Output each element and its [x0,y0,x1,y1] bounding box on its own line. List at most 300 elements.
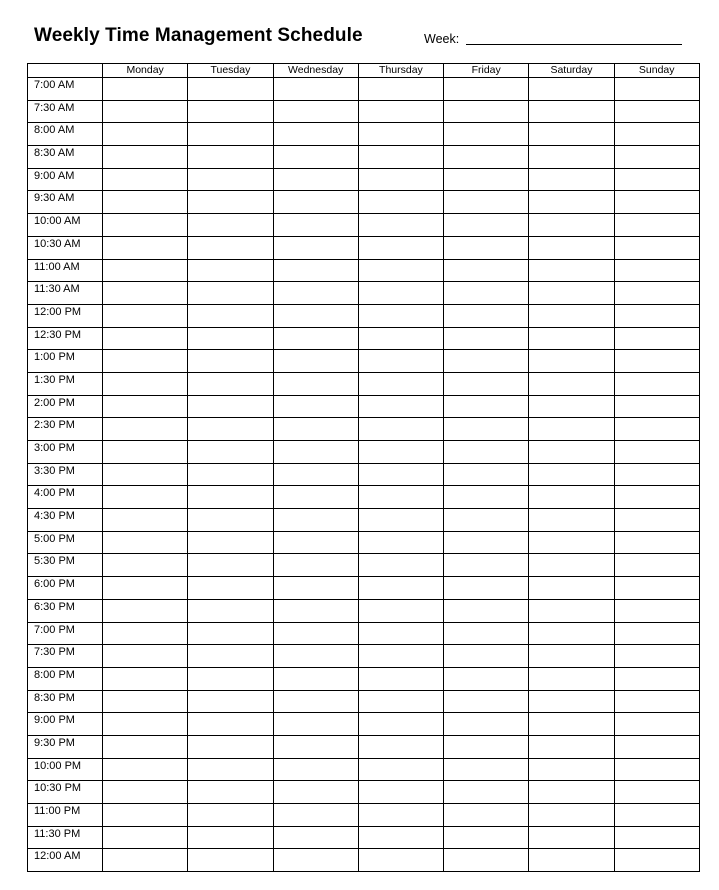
schedule-cell-friday[interactable] [444,327,529,350]
schedule-cell-tuesday[interactable] [188,667,273,690]
schedule-cell-wednesday[interactable] [273,146,358,169]
schedule-cell-friday[interactable] [444,214,529,237]
schedule-cell-thursday[interactable] [358,735,443,758]
schedule-cell-tuesday[interactable] [188,713,273,736]
schedule-cell-friday[interactable] [444,486,529,509]
schedule-cell-friday[interactable] [444,758,529,781]
schedule-cell-sunday[interactable] [614,214,699,237]
schedule-cell-wednesday[interactable] [273,735,358,758]
schedule-cell-saturday[interactable] [529,713,614,736]
schedule-cell-friday[interactable] [444,418,529,441]
time-label: 5:00 PM [28,531,103,554]
schedule-cell-friday[interactable] [444,554,529,577]
schedule-cell-sunday[interactable] [614,531,699,554]
time-row [28,146,700,169]
schedule-cell-wednesday[interactable] [273,100,358,123]
schedule-cell-wednesday[interactable] [273,259,358,282]
schedule-cell-saturday[interactable] [529,123,614,146]
schedule-cell-sunday[interactable] [614,781,699,804]
schedule-cell-tuesday[interactable] [188,236,273,259]
schedule-cell-friday[interactable] [444,123,529,146]
schedule-cell-wednesday[interactable] [273,463,358,486]
schedule-cell-saturday[interactable] [529,168,614,191]
schedule-cell-tuesday[interactable] [188,690,273,713]
time-label: 10:30 PM [28,781,103,804]
schedule-cell-thursday[interactable] [358,509,443,532]
schedule-cell-thursday[interactable] [358,599,443,622]
schedule-cell-monday[interactable] [103,577,188,600]
schedule-cell-saturday[interactable] [529,826,614,849]
schedule-cell-monday[interactable] [103,486,188,509]
corner-cell [28,64,103,78]
schedule-cell-wednesday[interactable] [273,781,358,804]
schedule-cell-sunday[interactable] [614,577,699,600]
schedule-cell-saturday[interactable] [529,100,614,123]
schedule-cell-tuesday[interactable] [188,486,273,509]
time-label: 8:00 PM [28,667,103,690]
schedule-cell-tuesday[interactable] [188,146,273,169]
schedule-cell-sunday[interactable] [614,599,699,622]
schedule-cell-monday[interactable] [103,372,188,395]
schedule-cell-monday[interactable] [103,531,188,554]
schedule-cell-friday[interactable] [444,191,529,214]
schedule-cell-monday[interactable] [103,645,188,668]
schedule-cell-sunday[interactable] [614,735,699,758]
schedule-cell-monday[interactable] [103,78,188,101]
schedule-cell-sunday[interactable] [614,418,699,441]
schedule-cell-tuesday[interactable] [188,645,273,668]
schedule-cell-wednesday[interactable] [273,849,358,872]
schedule-body [28,78,700,872]
schedule-cell-thursday[interactable] [358,100,443,123]
schedule-cell-friday[interactable] [444,849,529,872]
schedule-cell-sunday[interactable] [614,282,699,305]
schedule-cell-thursday[interactable] [358,304,443,327]
schedule-cell-saturday[interactable] [529,667,614,690]
schedule-cell-saturday[interactable] [529,781,614,804]
time-label: 2:30 PM [28,418,103,441]
schedule-cell-saturday[interactable] [529,282,614,305]
schedule-cell-thursday[interactable] [358,577,443,600]
schedule-cell-wednesday[interactable] [273,327,358,350]
schedule-cell-tuesday[interactable] [188,804,273,827]
time-label: 4:30 PM [28,509,103,532]
time-row [28,463,700,486]
schedule-cell-friday[interactable] [444,78,529,101]
time-row [28,168,700,191]
schedule-cell-sunday[interactable] [614,259,699,282]
schedule-cell-tuesday[interactable] [188,100,273,123]
time-row [28,667,700,690]
schedule-cell-friday[interactable] [444,667,529,690]
time-label: 11:30 PM [28,826,103,849]
time-row [28,418,700,441]
schedule-cell-wednesday[interactable] [273,577,358,600]
schedule-cell-thursday[interactable] [358,690,443,713]
schedule-cell-monday[interactable] [103,304,188,327]
schedule-cell-wednesday[interactable] [273,509,358,532]
schedule-cell-wednesday[interactable] [273,395,358,418]
schedule-cell-wednesday[interactable] [273,554,358,577]
schedule-cell-monday[interactable] [103,713,188,736]
schedule-cell-friday[interactable] [444,735,529,758]
time-row [28,599,700,622]
schedule-cell-friday[interactable] [444,441,529,464]
schedule-cell-saturday[interactable] [529,554,614,577]
day-header-monday: Monday [103,64,188,78]
schedule-cell-monday[interactable] [103,509,188,532]
week-label: Week: [424,32,460,46]
schedule-cell-saturday[interactable] [529,395,614,418]
schedule-cell-thursday[interactable] [358,146,443,169]
schedule-cell-monday[interactable] [103,236,188,259]
schedule-cell-saturday[interactable] [529,372,614,395]
schedule-cell-thursday[interactable] [358,554,443,577]
schedule-cell-friday[interactable] [444,350,529,373]
schedule-cell-friday[interactable] [444,100,529,123]
schedule-cell-wednesday[interactable] [273,372,358,395]
schedule-cell-tuesday[interactable] [188,191,273,214]
schedule-cell-tuesday[interactable] [188,826,273,849]
time-row [28,395,700,418]
schedule-cell-wednesday[interactable] [273,826,358,849]
schedule-cell-monday[interactable] [103,191,188,214]
schedule-cell-thursday[interactable] [358,667,443,690]
schedule-cell-saturday[interactable] [529,758,614,781]
schedule-cell-tuesday[interactable] [188,441,273,464]
day-header-saturday: Saturday [529,64,614,78]
schedule-cell-wednesday[interactable] [273,531,358,554]
schedule-cell-saturday[interactable] [529,690,614,713]
schedule-cell-monday[interactable] [103,100,188,123]
time-row [28,622,700,645]
schedule-cell-saturday[interactable] [529,622,614,645]
schedule-cell-monday[interactable] [103,168,188,191]
schedule-cell-friday[interactable] [444,509,529,532]
schedule-cell-sunday[interactable] [614,78,699,101]
time-row [28,372,700,395]
schedule-cell-wednesday[interactable] [273,214,358,237]
schedule-cell-saturday[interactable] [529,259,614,282]
schedule-cell-tuesday[interactable] [188,282,273,305]
schedule-cell-saturday[interactable] [529,350,614,373]
time-label: 2:00 PM [28,395,103,418]
schedule-cell-tuesday[interactable] [188,395,273,418]
schedule-cell-tuesday[interactable] [188,622,273,645]
schedule-cell-saturday[interactable] [529,599,614,622]
schedule-cell-saturday[interactable] [529,214,614,237]
schedule-cell-monday[interactable] [103,735,188,758]
schedule-cell-thursday[interactable] [358,168,443,191]
schedule-cell-sunday[interactable] [614,146,699,169]
schedule-cell-sunday[interactable] [614,327,699,350]
schedule-cell-saturday[interactable] [529,509,614,532]
schedule-cell-thursday[interactable] [358,236,443,259]
schedule-cell-wednesday[interactable] [273,758,358,781]
schedule-cell-wednesday[interactable] [273,304,358,327]
schedule-cell-friday[interactable] [444,599,529,622]
schedule-cell-friday[interactable] [444,713,529,736]
schedule-cell-wednesday[interactable] [273,78,358,101]
schedule-cell-tuesday[interactable] [188,463,273,486]
schedule-cell-tuesday[interactable] [188,168,273,191]
schedule-cell-sunday[interactable] [614,826,699,849]
time-label: 7:30 AM [28,100,103,123]
schedule-table [27,63,700,872]
schedule-cell-monday[interactable] [103,849,188,872]
schedule-cell-wednesday[interactable] [273,168,358,191]
schedule-cell-tuesday[interactable] [188,849,273,872]
schedule-cell-wednesday[interactable] [273,236,358,259]
schedule-cell-thursday[interactable] [358,758,443,781]
schedule-cell-wednesday[interactable] [273,350,358,373]
schedule-cell-tuesday[interactable] [188,577,273,600]
schedule-cell-wednesday[interactable] [273,282,358,305]
schedule-cell-tuesday[interactable] [188,259,273,282]
schedule-cell-tuesday[interactable] [188,123,273,146]
time-row [28,645,700,668]
schedule-cell-tuesday[interactable] [188,531,273,554]
schedule-cell-sunday[interactable] [614,622,699,645]
time-row [28,826,700,849]
schedule-cell-friday[interactable] [444,531,529,554]
schedule-cell-saturday[interactable] [529,577,614,600]
schedule-cell-wednesday[interactable] [273,418,358,441]
day-header-thursday: Thursday [358,64,443,78]
time-label: 3:30 PM [28,463,103,486]
schedule-cell-wednesday[interactable] [273,667,358,690]
time-label: 10:00 PM [28,758,103,781]
schedule-cell-saturday[interactable] [529,645,614,668]
schedule-cell-tuesday[interactable] [188,599,273,622]
schedule-cell-sunday[interactable] [614,486,699,509]
schedule-cell-saturday[interactable] [529,531,614,554]
schedule-cell-saturday[interactable] [529,327,614,350]
schedule-cell-monday[interactable] [103,826,188,849]
schedule-cell-saturday[interactable] [529,486,614,509]
schedule-cell-sunday[interactable] [614,441,699,464]
time-row [28,713,700,736]
time-row [28,577,700,600]
schedule-cell-sunday[interactable] [614,509,699,532]
schedule-cell-monday[interactable] [103,395,188,418]
schedule-cell-thursday[interactable] [358,849,443,872]
time-label: 7:00 AM [28,78,103,101]
day-header-sunday: Sunday [614,64,699,78]
schedule-cell-sunday[interactable] [614,350,699,373]
schedule-cell-thursday[interactable] [358,531,443,554]
schedule-cell-wednesday[interactable] [273,804,358,827]
time-row [28,690,700,713]
schedule-cell-tuesday[interactable] [188,372,273,395]
schedule-cell-monday[interactable] [103,599,188,622]
time-label: 10:00 AM [28,214,103,237]
schedule-cell-thursday[interactable] [358,463,443,486]
schedule-cell-friday[interactable] [444,690,529,713]
schedule-cell-tuesday[interactable] [188,418,273,441]
schedule-cell-monday[interactable] [103,758,188,781]
schedule-cell-tuesday[interactable] [188,304,273,327]
schedule-cell-thursday[interactable] [358,214,443,237]
schedule-cell-sunday[interactable] [614,804,699,827]
time-label: 6:00 PM [28,577,103,600]
schedule-cell-saturday[interactable] [529,304,614,327]
schedule-cell-sunday[interactable] [614,645,699,668]
schedule-cell-monday[interactable] [103,123,188,146]
time-row [28,259,700,282]
schedule-cell-sunday[interactable] [614,849,699,872]
schedule-cell-sunday[interactable] [614,690,699,713]
schedule-cell-friday[interactable] [444,282,529,305]
schedule-cell-thursday[interactable] [358,191,443,214]
time-label: 11:30 AM [28,282,103,305]
schedule-cell-wednesday[interactable] [273,599,358,622]
schedule-cell-thursday[interactable] [358,713,443,736]
time-row [28,509,700,532]
time-row [28,78,700,101]
schedule-cell-saturday[interactable] [529,418,614,441]
schedule-cell-friday[interactable] [444,804,529,827]
schedule-cell-wednesday[interactable] [273,713,358,736]
schedule-cell-sunday[interactable] [614,667,699,690]
schedule-cell-monday[interactable] [103,690,188,713]
time-label: 8:00 AM [28,123,103,146]
schedule-cell-monday[interactable] [103,554,188,577]
schedule-cell-thursday[interactable] [358,259,443,282]
schedule-cell-thursday[interactable] [358,123,443,146]
schedule-cell-monday[interactable] [103,441,188,464]
schedule-cell-monday[interactable] [103,214,188,237]
schedule-cell-friday[interactable] [444,168,529,191]
schedule-cell-wednesday[interactable] [273,690,358,713]
time-label: 1:00 PM [28,350,103,373]
schedule-cell-monday[interactable] [103,463,188,486]
schedule-cell-sunday[interactable] [614,372,699,395]
schedule-cell-thursday[interactable] [358,372,443,395]
schedule-cell-sunday[interactable] [614,463,699,486]
schedule-cell-tuesday[interactable] [188,554,273,577]
schedule-cell-monday[interactable] [103,781,188,804]
schedule-cell-friday[interactable] [444,395,529,418]
schedule-cell-friday[interactable] [444,372,529,395]
schedule-cell-thursday[interactable] [358,781,443,804]
schedule-cell-sunday[interactable] [614,236,699,259]
schedule-cell-monday[interactable] [103,350,188,373]
time-row [28,282,700,305]
time-row [28,214,700,237]
schedule-cell-thursday[interactable] [358,441,443,464]
schedule-cell-saturday[interactable] [529,78,614,101]
schedule-cell-monday[interactable] [103,327,188,350]
schedule-cell-friday[interactable] [444,304,529,327]
schedule-cell-wednesday[interactable] [273,622,358,645]
schedule-cell-monday[interactable] [103,259,188,282]
time-row [28,735,700,758]
schedule-cell-saturday[interactable] [529,735,614,758]
schedule-cell-sunday[interactable] [614,713,699,736]
schedule-cell-wednesday[interactable] [273,441,358,464]
schedule-cell-monday[interactable] [103,418,188,441]
day-header-wednesday: Wednesday [273,64,358,78]
schedule-cell-saturday[interactable] [529,804,614,827]
schedule-cell-tuesday[interactable] [188,758,273,781]
schedule-cell-thursday[interactable] [358,282,443,305]
schedule-cell-sunday[interactable] [614,100,699,123]
schedule-cell-thursday[interactable] [358,418,443,441]
schedule-cell-thursday[interactable] [358,826,443,849]
time-label: 1:30 PM [28,372,103,395]
schedule-cell-tuesday[interactable] [188,214,273,237]
schedule-cell-thursday[interactable] [358,645,443,668]
time-row [28,781,700,804]
time-row [28,123,700,146]
schedule-cell-thursday[interactable] [358,350,443,373]
time-label: 4:00 PM [28,486,103,509]
schedule-cell-friday[interactable] [444,622,529,645]
schedule-cell-tuesday[interactable] [188,350,273,373]
week-field[interactable] [466,44,682,45]
schedule-cell-tuesday[interactable] [188,509,273,532]
schedule-cell-sunday[interactable] [614,191,699,214]
schedule-cell-tuesday[interactable] [188,735,273,758]
schedule-cell-friday[interactable] [444,781,529,804]
schedule-cell-saturday[interactable] [529,146,614,169]
schedule-cell-thursday[interactable] [358,78,443,101]
schedule-cell-monday[interactable] [103,622,188,645]
schedule-cell-monday[interactable] [103,282,188,305]
time-label: 7:00 PM [28,622,103,645]
schedule-cell-sunday[interactable] [614,304,699,327]
schedule-cell-saturday[interactable] [529,191,614,214]
schedule-cell-sunday[interactable] [614,168,699,191]
schedule-cell-thursday[interactable] [358,395,443,418]
time-label: 12:00 PM [28,304,103,327]
schedule-cell-tuesday[interactable] [188,781,273,804]
schedule-cell-monday[interactable] [103,667,188,690]
time-label: 11:00 PM [28,804,103,827]
schedule-cell-tuesday[interactable] [188,327,273,350]
schedule-cell-sunday[interactable] [614,395,699,418]
schedule-cell-saturday[interactable] [529,236,614,259]
schedule-cell-friday[interactable] [444,146,529,169]
schedule-cell-sunday[interactable] [614,758,699,781]
schedule-cell-saturday[interactable] [529,849,614,872]
schedule-cell-sunday[interactable] [614,123,699,146]
schedule-cell-friday[interactable] [444,645,529,668]
schedule-cell-friday[interactable] [444,463,529,486]
schedule-cell-monday[interactable] [103,804,188,827]
schedule-cell-friday[interactable] [444,259,529,282]
schedule-cell-friday[interactable] [444,236,529,259]
schedule-cell-thursday[interactable] [358,804,443,827]
schedule-cell-saturday[interactable] [529,463,614,486]
time-label: 9:30 PM [28,735,103,758]
schedule-cell-thursday[interactable] [358,486,443,509]
schedule-cell-friday[interactable] [444,826,529,849]
schedule-cell-sunday[interactable] [614,554,699,577]
schedule-cell-friday[interactable] [444,577,529,600]
schedule-cell-wednesday[interactable] [273,123,358,146]
schedule-cell-thursday[interactable] [358,622,443,645]
schedule-cell-thursday[interactable] [358,327,443,350]
schedule-cell-wednesday[interactable] [273,191,358,214]
schedule-cell-saturday[interactable] [529,441,614,464]
schedule-cell-wednesday[interactable] [273,486,358,509]
time-label: 12:00 AM [28,849,103,872]
schedule-cell-wednesday[interactable] [273,645,358,668]
schedule-cell-monday[interactable] [103,146,188,169]
schedule-cell-tuesday[interactable] [188,78,273,101]
